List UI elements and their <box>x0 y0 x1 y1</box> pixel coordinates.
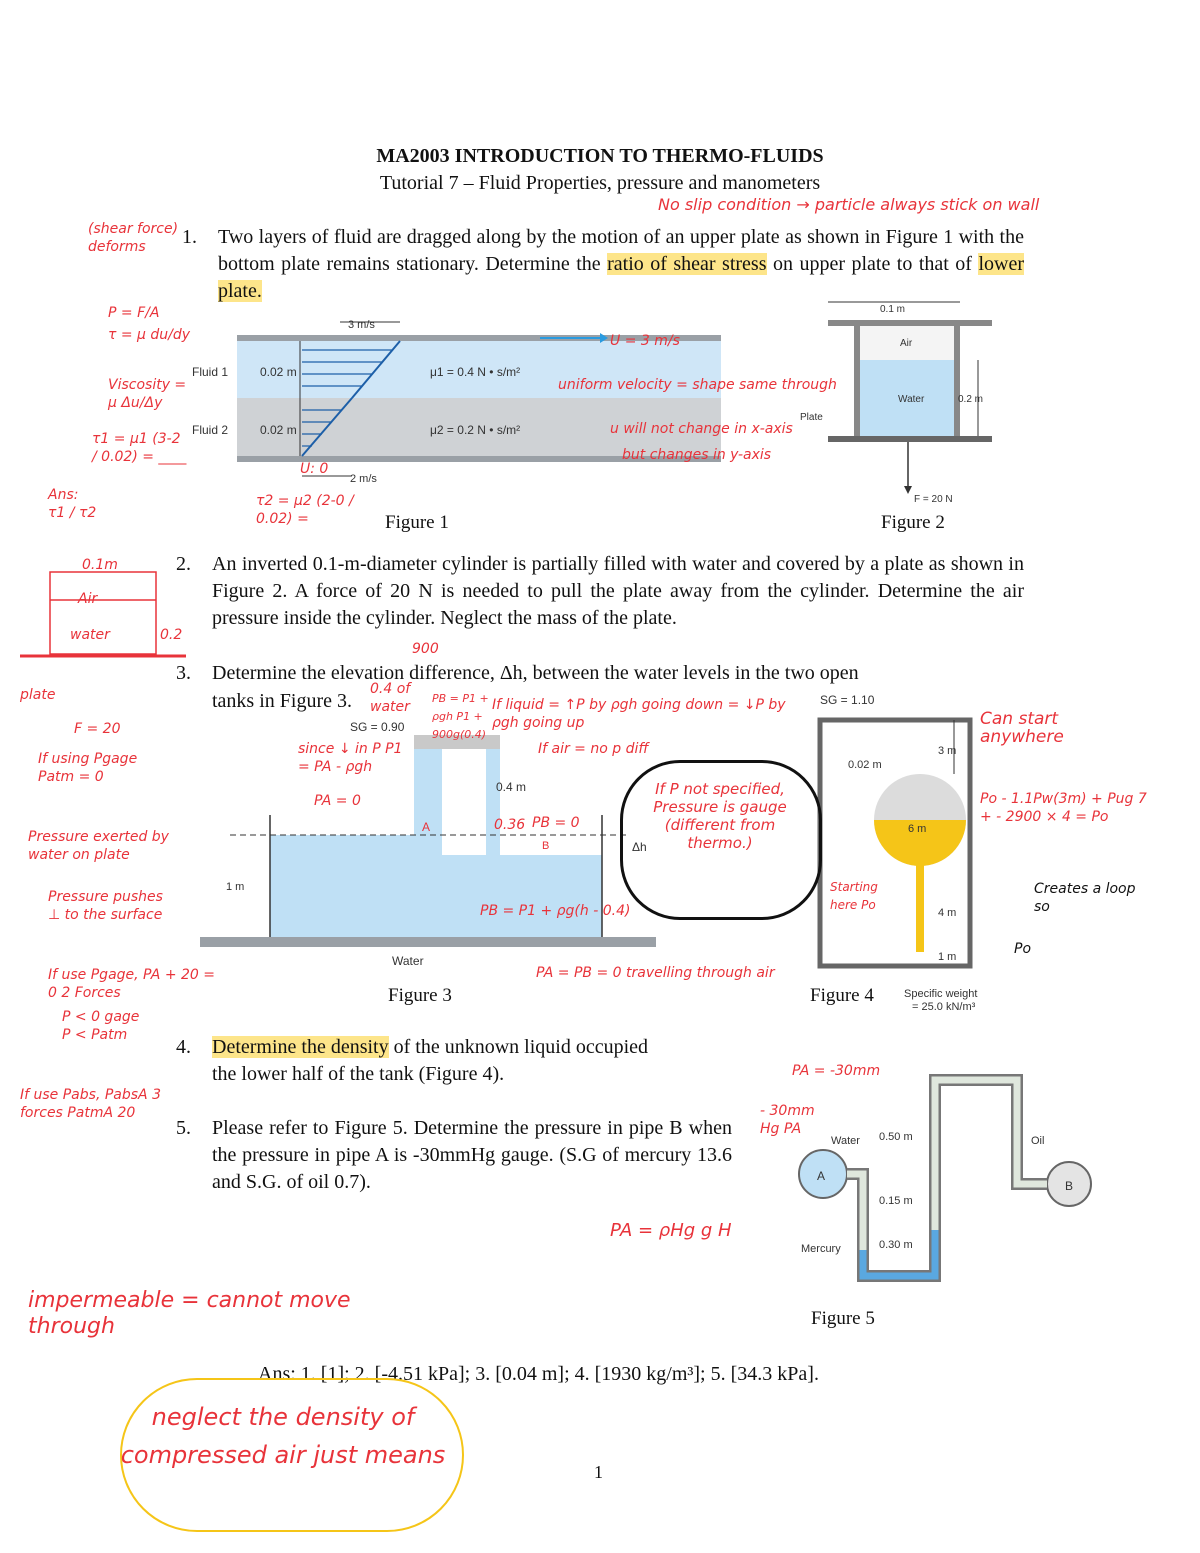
note-p-lt: P < 0 gage P < Patm <box>62 1009 140 1043</box>
note-tau2: τ2 = μ2 (2-0 / 0.02) = <box>256 493 354 527</box>
note-u0: U: 0 <box>300 461 329 477</box>
h-1-label: 1 m <box>226 881 245 893</box>
width-label: 0.1 m <box>880 304 906 315</box>
note-p-eq: P = F/A <box>108 305 160 321</box>
note-pa30: PA = -30mm <box>792 1063 881 1079</box>
note-po: Po <box>1014 941 1032 957</box>
question-3-line-1: Determine the elevation difference, Δh, between the water levels in the two open <box>212 662 859 684</box>
mercury-column <box>863 1230 935 1276</box>
d-label: 0.02 m <box>848 759 882 771</box>
specific-weight-label-1: Specific weight <box>904 988 978 1000</box>
note-cyl-water: water <box>70 627 110 643</box>
right-tank-water <box>442 855 602 937</box>
figure-5 <box>795 1070 1105 1300</box>
question-2-number: 2. <box>176 553 191 575</box>
note-f20: F = 20 <box>74 721 121 737</box>
water-label: Water <box>898 394 925 405</box>
note-pb-formula: PB = P1 + ρg(h - 0.4) <box>480 903 631 919</box>
page-number: 1 <box>594 1462 603 1482</box>
left-tank-water <box>270 835 420 937</box>
note-u-change-1: u will not change in x-axis <box>610 421 793 437</box>
note-ans-label: Ans: τ1 / τ2 <box>48 487 97 521</box>
h030-label: 0.30 m <box>879 1239 913 1251</box>
note-pressure-exerted: Pressure exerted by water on plate <box>28 829 169 863</box>
note-cyl-air: Air <box>78 591 98 607</box>
question-4-highlight: Determine the density <box>212 1036 389 1058</box>
note-pa0: PA = 0 <box>314 793 361 809</box>
note-tau1: τ1 = μ1 (3-2 / 0.02) = ____ <box>92 431 187 465</box>
mercury-label: Mercury <box>801 1243 841 1255</box>
dh-label: Δh <box>632 840 647 854</box>
height-label: 0.2 m <box>958 394 984 405</box>
note-neglect: neglect the density of compressed air just means <box>120 1403 446 1469</box>
question-3-number: 3. <box>176 662 191 684</box>
h1-label: 1 m <box>938 951 957 963</box>
note-pressure-pushes: Pressure pushes ⊥ to the surface <box>48 889 163 923</box>
force-label: F = 20 N <box>914 494 953 505</box>
label-b: B <box>542 840 550 852</box>
h-04-label: 0.4 m <box>496 780 527 794</box>
note-loop: Creates a loop so <box>1034 881 1136 915</box>
note-pgauge: If using Pgage Patm = 0 <box>38 751 138 785</box>
note-900: 900 <box>412 641 439 657</box>
question-4-number: 4. <box>176 1036 191 1058</box>
question-1-highlight: ratio of shear stress <box>607 253 767 275</box>
figure-2 <box>800 290 1000 510</box>
water-label: Water <box>831 1135 860 1147</box>
sg-label: SG = 1.10 <box>820 693 875 707</box>
note-pb0: PB = 0 <box>532 815 580 831</box>
h050-label: 0.50 m <box>879 1131 913 1143</box>
note-04-water: 0.4 of water <box>370 681 411 715</box>
d6-label: 6 m <box>908 823 927 835</box>
bottom-speed-label: 2 m/s <box>350 473 377 485</box>
question-2-text: An inverted 0.1-m-diameter cylinder is partially filled with water and covered by a plate as shown in Figure 2. A force of 20 N is needed to pull the plate away from the cylinder. Determine the air pressure inside the cylinder. Neglect the mass of the plate. <box>212 553 1024 629</box>
figure-4 <box>800 690 1010 1020</box>
note-since: since ↓ in P P1 = PA - ρgh <box>298 741 403 775</box>
note-u-change-2: but changes in y-axis <box>622 447 772 463</box>
note-uniform: uniform velocity = shape same through <box>558 377 837 393</box>
question-4-text <box>212 1034 752 1061</box>
note-shear-force: (shear force) deforms <box>88 221 179 255</box>
top-speed-label: 3 m/s <box>348 319 375 331</box>
figure-4-caption: Figure 4 <box>810 985 874 1006</box>
note-tau-eq: τ = μ du/dy <box>108 327 191 343</box>
label-a: A <box>422 820 431 834</box>
air-label: Air <box>900 338 913 349</box>
note-starting: Starting here Po <box>830 880 878 912</box>
question-3-line-2: tanks in Figure 3. <box>212 690 352 712</box>
question-1-number: 1. <box>182 226 197 248</box>
note-036: 0.36 <box>494 817 526 833</box>
note-start-anywhere: Can start anywhere <box>980 709 1064 747</box>
note-pabs: If use Pabs, PabsA 3 forces PatmA 20 <box>20 1087 161 1121</box>
ground <box>200 937 656 947</box>
note-cyl-height: 0.2 <box>160 627 183 643</box>
h1-label: 0.02 m <box>260 365 297 379</box>
question-4-rest: of the unknown liquid occupied <box>388 1036 649 1058</box>
plate <box>828 436 992 442</box>
note-pa-rho: PA = ρHg g H <box>610 1220 732 1241</box>
note-hg30: - 30mm Hg PA <box>760 1103 815 1137</box>
note-air-rule: If air = no p diff <box>538 741 649 757</box>
plate-label: Plate <box>800 412 823 423</box>
oil-label: Oil <box>1031 1135 1045 1147</box>
page-subtitle: Tutorial 7 – Fluid Properties, pressure and manometers <box>379 172 821 194</box>
note-pgage-2: If use Pgage, PA + 20 = 0 2 Forces <box>48 967 215 1001</box>
answers-line: Ans: 1. [1]; 2. [-4.51 kPa]; 3. [0.04 m]; 4. [1930 kg/m³]; 5. [34.3 kPa]. <box>258 1363 819 1385</box>
figure-3-caption: Figure 3 <box>388 985 452 1006</box>
note-cyl-width: 0.1m <box>82 557 118 573</box>
pipe-a-label: A <box>817 1169 826 1183</box>
note-gauge: If P not specified, Pressure is gauge (different from thermo.) <box>653 780 787 852</box>
cylinder-top <box>828 320 992 326</box>
note-plate: plate <box>20 687 56 703</box>
question-4-line-2: the lower half of the tank (Figure 4). <box>212 1063 505 1085</box>
question-1-pre: Two layers of fluid are dragged along by the motion of an upper plate as shown in Figure 1 with the bottom plate remains stationary. Determine the <box>218 226 1024 275</box>
figure-5-caption: Figure 5 <box>811 1308 875 1329</box>
page-title: MA2003 INTRODUCTION TO THERMO-FLUIDS <box>376 145 824 167</box>
pipe-b-label: B <box>1065 1179 1074 1193</box>
mu2-label: μ2 = 0.2 N • s/m² <box>430 423 521 437</box>
inverted-u-tube <box>414 745 442 937</box>
water-label: Water <box>392 954 424 968</box>
mu1-label: μ1 = 0.4 N • s/m² <box>430 365 521 379</box>
question-1-mid: on upper plate to that of <box>766 253 979 275</box>
note-no-slip: No slip condition → particle always stick on wall <box>658 195 1040 214</box>
fluid-2-label: Fluid 2 <box>192 423 229 437</box>
specific-weight-label-2: = 25.0 kN/m³ <box>912 1001 976 1013</box>
liquid-column <box>916 860 924 952</box>
figure-2-caption: Figure 2 <box>881 512 945 533</box>
note-pb-eq: PB = P1 + ρgh P1 + 900g(0.4) <box>432 692 489 741</box>
h015-label: 0.15 m <box>879 1195 913 1207</box>
note-pa-pb: PA = PB = 0 travelling through air <box>536 965 775 981</box>
h3-label: 3 m <box>938 745 957 757</box>
sg-label: SG = 0.90 <box>350 720 405 734</box>
figure-1-caption: Figure 1 <box>385 512 449 533</box>
question-5-text: Please refer to Figure 5. Determine the pressure in pipe B when the pressure in pipe A is -30mmHg gauge. (S.G of mercury 13.6 and S.G. of oil 0.7). <box>212 1117 732 1193</box>
note-u3: U = 3 m/s <box>610 333 680 349</box>
note-po-eq: Po - 1.1Pw(3m) + Pug 7 + - 2900 × 4 = Po <box>980 791 1147 825</box>
note-impermeable: impermeable = cannot move through <box>28 1288 351 1339</box>
h4-label: 4 m <box>938 907 957 919</box>
note-viscosity: Viscosity = μ Δu/Δy <box>108 377 187 411</box>
fluid-1-label: Fluid 1 <box>192 365 229 379</box>
question-5-number: 5. <box>176 1117 191 1139</box>
note-liquid-rule: If liquid = ↑P by ρgh going down = ↓P by ρgh going up <box>492 697 786 731</box>
question-1-highlight-2: lower plate. <box>218 253 1024 302</box>
h2-label: 0.02 m <box>260 423 297 437</box>
